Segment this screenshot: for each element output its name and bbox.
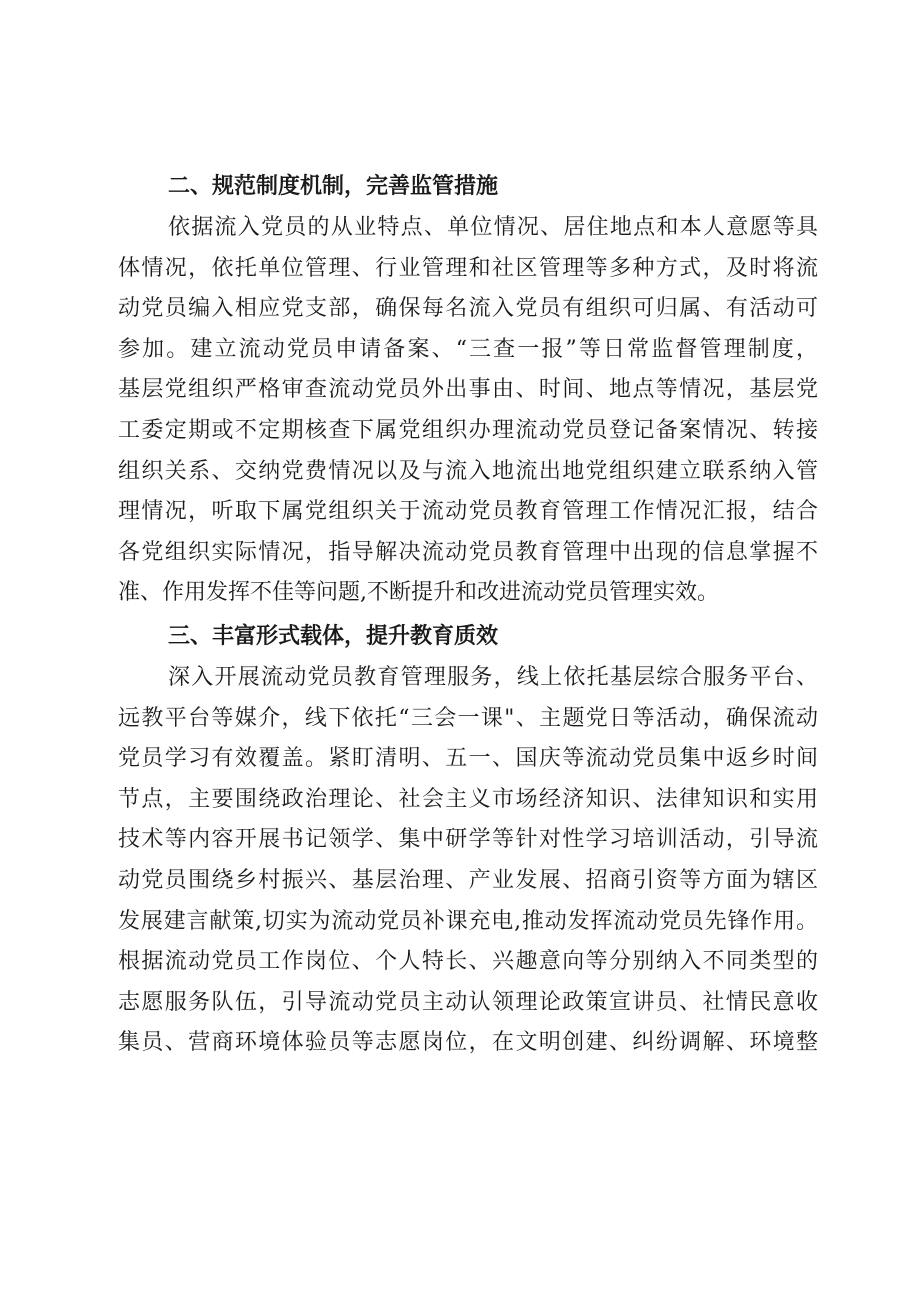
text-line: 节点，主要围绕政治理论、社会主义市场经济知识、法律知识和实用 — [118, 786, 818, 812]
text-line: 参加。建立流动党员申请备案、“三查一报”等日常监督管理制度， — [118, 336, 818, 362]
document-body — [118, 168, 818, 1064]
text-line: 发展建言献策,切实为流动党员补课充电,推动发挥流动党员先锋作用。 — [118, 908, 818, 934]
text-line: 理情况，听取下属党组织关于流动党员教育管理工作情况汇报，结合 — [118, 499, 818, 525]
text-line: 体情况，依托单位管理、行业管理和社区管理等多种方式，及时将流 — [118, 255, 818, 281]
text-line: 根据流动党员工作岗位、个人特长、兴趣意向等分别纳入不同类型的 — [118, 949, 818, 975]
text-line: 党员学习有效覆盖。紧盯清明、五一、国庆等流动党员集中返乡时间 — [118, 746, 818, 772]
section-heading-2: 二、规范制度机制，完善监管措施 — [168, 174, 499, 199]
text-line: 动党员围绕乡村振兴、基层治理、产业发展、招商引资等方面为辖区 — [118, 867, 818, 893]
text-line: 准、作用发挥不佳等问题,不断提升和改进流动党员管理实效。 — [118, 580, 719, 606]
text-line: 基层党组织严格审查流动党员外出事由、时间、地点等情况，基层党 — [118, 377, 818, 403]
text-line: 技术等内容开展书记领学、集中研学等针对性学习培训活动，引导流 — [118, 827, 818, 853]
text-line: 远教平台等媒介，线下依托“三会一课"、主题党日等活动，确保流动 — [118, 705, 818, 731]
text-line: 各党组织实际情况，指导解决流动党员教育管理中出现的信息掌握不 — [118, 539, 818, 565]
text-line: 集员、营商环境体验员等志愿岗位，在文明创建、纠纷调解、环境整 — [118, 1030, 818, 1056]
section-2-paragraph — [118, 208, 818, 614]
text-line: 动党员编入相应党支部，确保每名流入党员有组织可归属、有活动可 — [118, 296, 818, 322]
text-line: 工委定期或不定期核查下属党组织办理流动党员登记备案情况、转接 — [118, 417, 818, 443]
text-line: 组织关系、交纳党费情况以及与流入地流出地党组织建立联系纳入管 — [118, 458, 818, 484]
text-line: 依据流入党员的从业特点、单位情况、居住地点和本人意愿等具 — [168, 215, 818, 240]
section-3-paragraph — [118, 658, 818, 1064]
section-heading-3: 三、丰富形式载体，提升教育质效 — [168, 623, 499, 649]
text-line: 深入开展流动党员教育管理服务，线上依托基层综合服务平台、 — [168, 664, 818, 690]
text-line: 志愿服务队伍，引导流动党员主动认领理论政策宣讲员、社情民意收 — [118, 989, 818, 1015]
